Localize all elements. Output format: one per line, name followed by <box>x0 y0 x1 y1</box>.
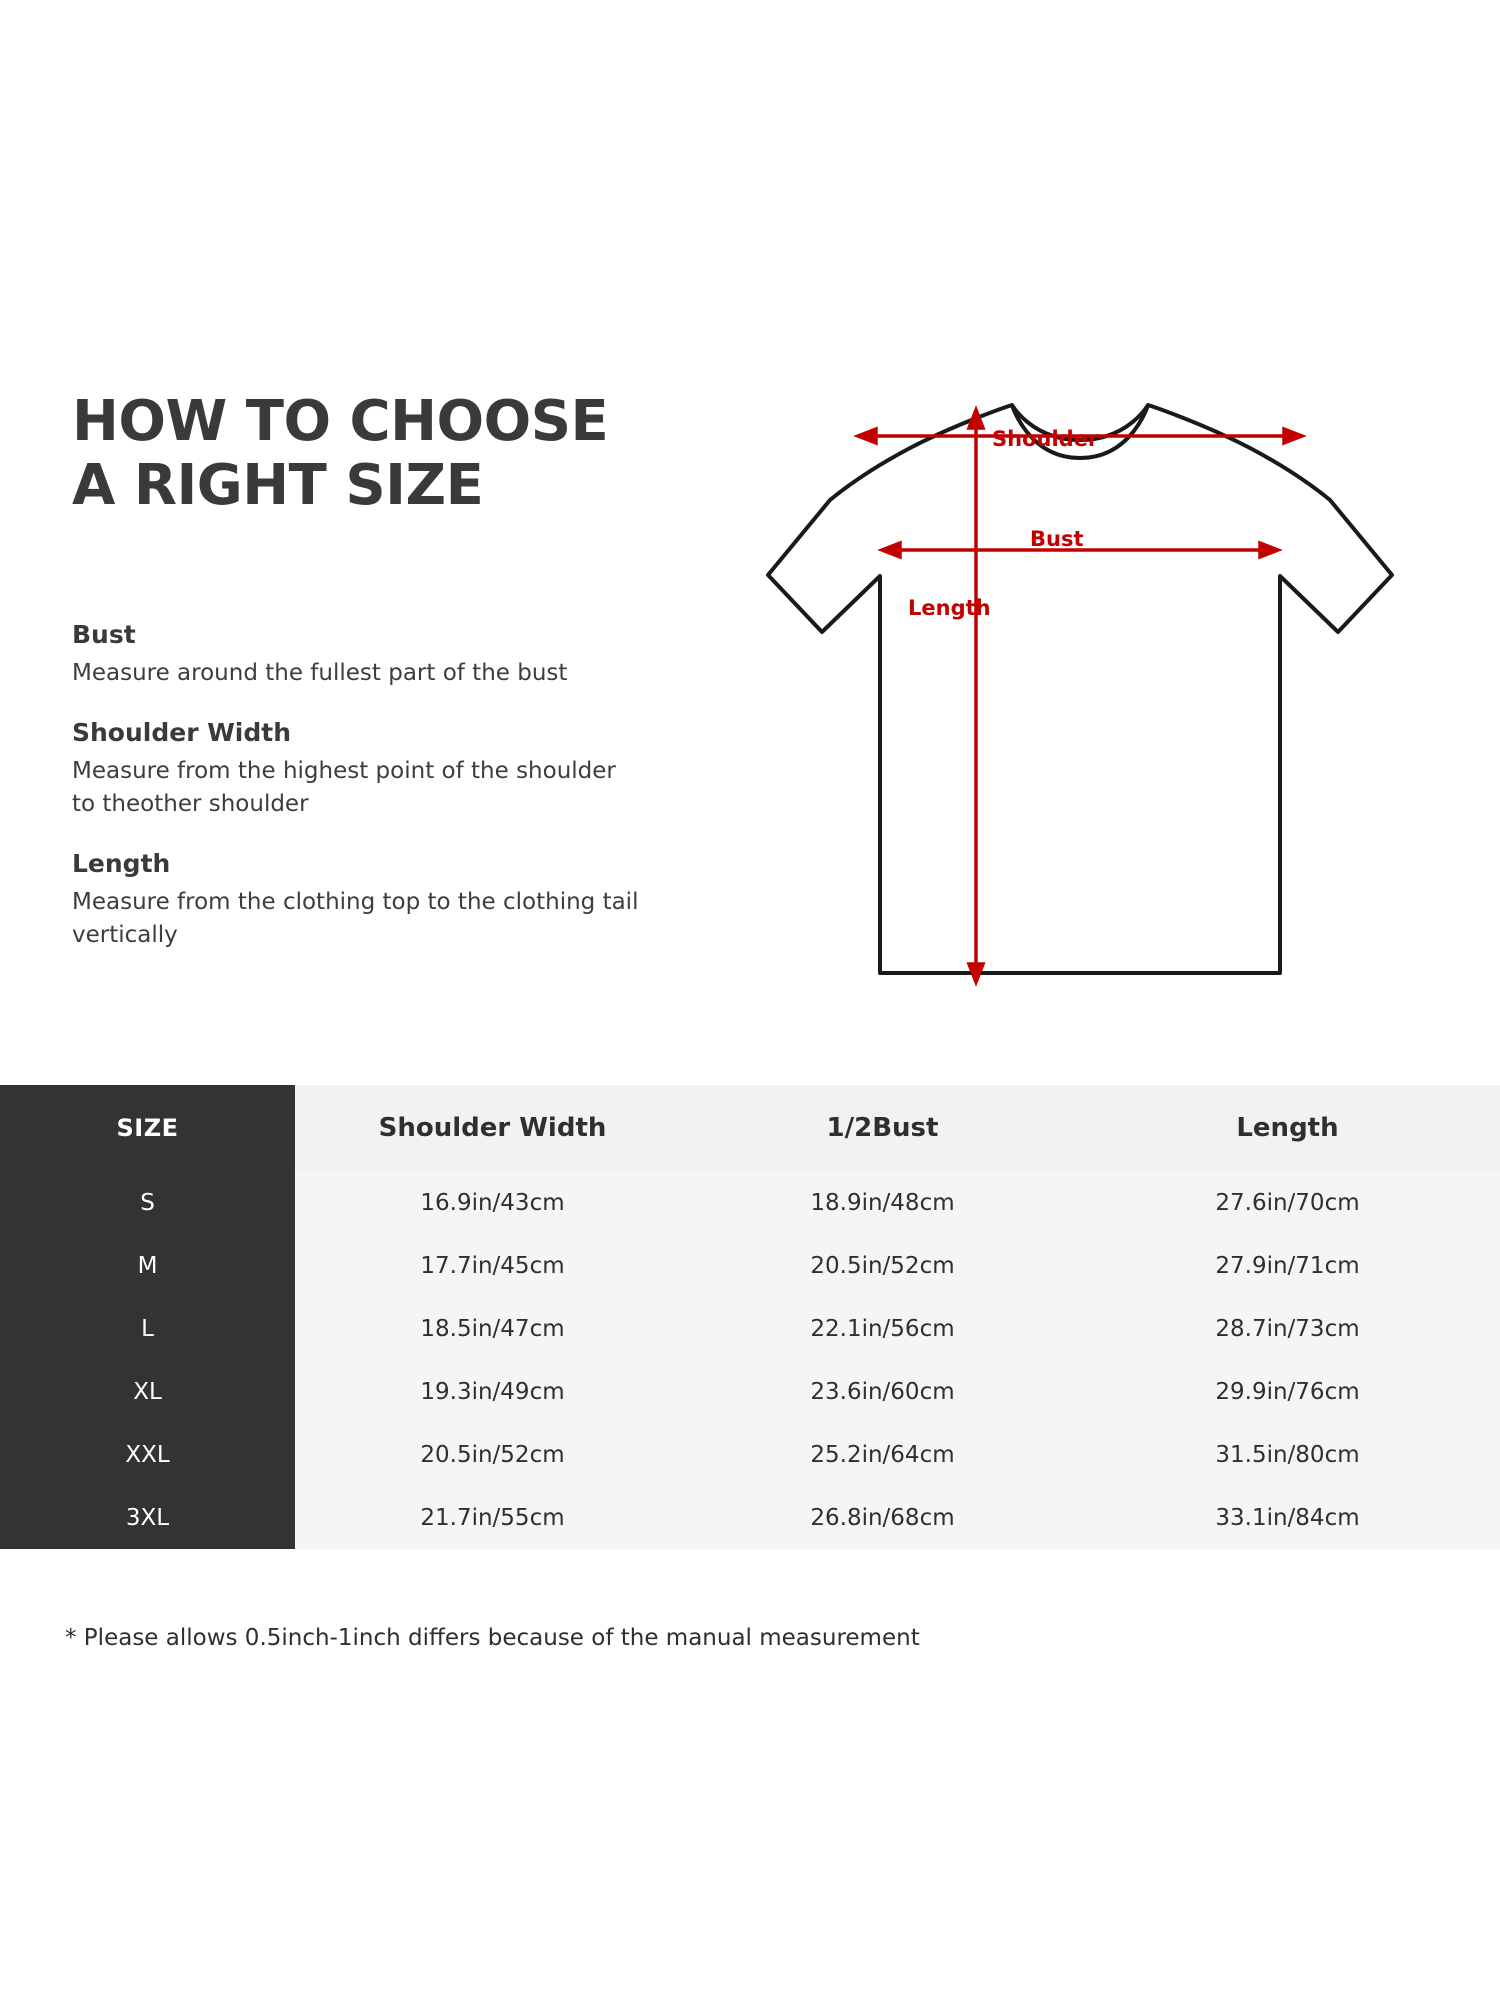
cell-length: 31.5in/80cm <box>1075 1423 1500 1486</box>
length-label: Length <box>908 596 991 620</box>
cell-size: L <box>0 1297 295 1360</box>
table-header-shoulder-width: Shoulder Width <box>295 1085 690 1171</box>
table-header-half-bust: 1/2Bust <box>690 1085 1075 1171</box>
table-row <box>0 1171 1500 1234</box>
tshirt-diagram <box>760 370 1400 1010</box>
tshirt-outline-icon <box>768 405 1392 973</box>
table-row <box>0 1423 1500 1486</box>
cell-half-bust: 25.2in/64cm <box>690 1423 1075 1486</box>
size-chart-table-block <box>0 1085 1500 1549</box>
cell-shoulder-width: 17.7in/45cm <box>295 1234 690 1297</box>
cell-half-bust: 18.9in/48cm <box>690 1171 1075 1234</box>
definition-desc-bust: Measure around the fullest part of the bust <box>72 660 568 686</box>
cell-half-bust: 22.1in/56cm <box>690 1297 1075 1360</box>
cell-length: 27.6in/70cm <box>1075 1171 1500 1234</box>
cell-length: 33.1in/84cm <box>1075 1486 1500 1549</box>
definition-desc-length: Measure from the clothing top to the clothing tail vertically <box>72 889 639 948</box>
page-title-line1: HOW TO CHOOSE <box>72 389 609 454</box>
cell-length: 29.9in/76cm <box>1075 1360 1500 1423</box>
cell-size: S <box>0 1171 295 1234</box>
definition-desc-shoulder-width: Measure from the highest point of the shoulder to theother shoulder <box>72 758 616 817</box>
cell-length: 27.9in/71cm <box>1075 1234 1500 1297</box>
table-header-size: SIZE <box>0 1085 295 1171</box>
cell-half-bust: 20.5in/52cm <box>690 1234 1075 1297</box>
cell-half-bust: 23.6in/60cm <box>690 1360 1075 1423</box>
cell-shoulder-width: 19.3in/49cm <box>295 1360 690 1423</box>
cell-shoulder-width: 21.7in/55cm <box>295 1486 690 1549</box>
page-title <box>72 390 712 518</box>
definition-term-bust: Bust <box>72 620 136 649</box>
table-header-length: Length <box>1075 1085 1500 1171</box>
table-header-row <box>0 1085 1500 1171</box>
table-row <box>0 1297 1500 1360</box>
cell-size: M <box>0 1234 295 1297</box>
measurement-note: * Please allows 0.5inch-1inch differs because of the manual measurement <box>65 1625 920 1651</box>
cell-size: 3XL <box>0 1486 295 1549</box>
definition-term-shoulder-width: Shoulder Width <box>72 718 292 747</box>
bust-label: Bust <box>1030 527 1084 551</box>
cell-size: XL <box>0 1360 295 1423</box>
page-title-line2: A RIGHT SIZE <box>72 453 484 518</box>
table-row <box>0 1234 1500 1297</box>
table-row <box>0 1360 1500 1423</box>
measurement-definitions <box>72 620 672 980</box>
cell-shoulder-width: 18.5in/47cm <box>295 1297 690 1360</box>
cell-length: 28.7in/73cm <box>1075 1297 1500 1360</box>
cell-shoulder-width: 20.5in/52cm <box>295 1423 690 1486</box>
cell-shoulder-width: 16.9in/43cm <box>295 1171 690 1234</box>
cell-half-bust: 26.8in/68cm <box>690 1486 1075 1549</box>
table-row <box>0 1486 1500 1549</box>
size-chart-table <box>0 1085 1500 1549</box>
cell-size: XXL <box>0 1423 295 1486</box>
shoulder-label: Shoulder <box>992 427 1099 451</box>
definition-term-length: Length <box>72 849 171 878</box>
